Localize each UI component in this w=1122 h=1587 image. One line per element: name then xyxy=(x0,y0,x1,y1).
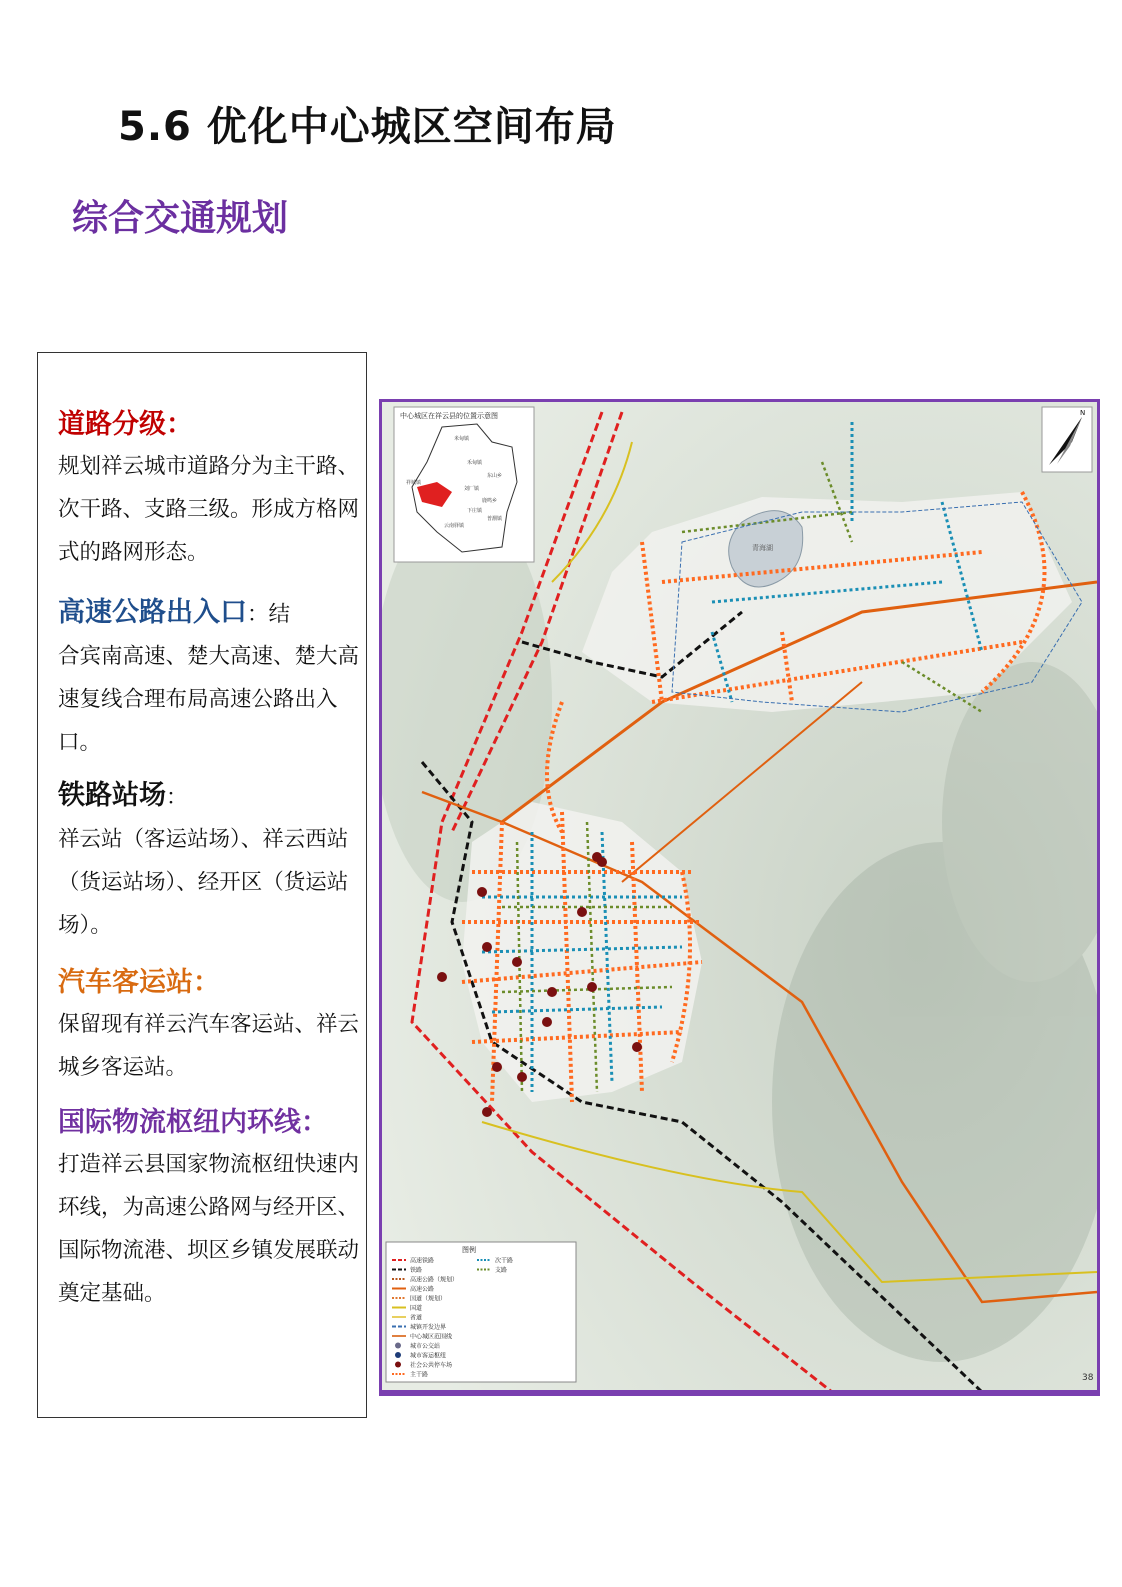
svg-text:东山乡: 东山乡 xyxy=(487,473,503,479)
section-heading: 铁路站场： xyxy=(58,780,188,811)
description-panel xyxy=(37,352,367,1418)
legend-label: 城镇开发边界 xyxy=(410,1324,447,1331)
legend-symbol xyxy=(395,1362,401,1368)
legend-label: 次干路 xyxy=(495,1257,514,1265)
section-body: 祥云站（客运站场）、祥云西站（货运站场）、经开区（货运站场）。 xyxy=(58,827,349,938)
section-highway-exits xyxy=(58,593,368,764)
svg-text:鹿鸣乡: 鹿鸣乡 xyxy=(482,498,498,504)
page-title: 5.6 优化中心城区空间布局 xyxy=(118,104,617,150)
svg-text:云南驿镇: 云南驿镇 xyxy=(444,523,465,529)
section-road-grading xyxy=(58,405,368,574)
section-body: 打造祥云县国家物流枢纽快速内环线，为高速公路网与经开区、国际物流港、坝区乡镇发展联动奠定基础。 xyxy=(58,1152,360,1306)
section-body: 保留现有祥云汽车客运站、祥云城乡客运站。 xyxy=(58,1012,360,1080)
legend-symbol xyxy=(395,1352,401,1358)
legend-label: 城市公交站 xyxy=(410,1343,441,1350)
svg-text:普淜镇: 普淜镇 xyxy=(487,516,503,522)
section-logistics-ring xyxy=(58,1103,368,1315)
transport-plan-map xyxy=(379,399,1100,1396)
north-arrow-icon xyxy=(1042,407,1092,472)
heading-trailing-text: ：结 xyxy=(247,602,291,627)
svg-text:下庄镇: 下庄镇 xyxy=(467,508,483,514)
svg-text:刘厂镇: 刘厂镇 xyxy=(464,486,480,492)
section-heading: 高速公路出入口：结 xyxy=(58,597,291,628)
legend-label: 高速公路 xyxy=(410,1286,435,1293)
legend-label: 铁路 xyxy=(410,1267,423,1274)
lake-label: 青海湖 xyxy=(752,544,773,552)
svg-text:米甸镇: 米甸镇 xyxy=(454,436,470,442)
map-canvas xyxy=(382,402,1097,1390)
svg-text:祥城镇: 祥城镇 xyxy=(406,480,422,486)
legend-label: 国道 xyxy=(410,1305,423,1312)
legend-label: 社会公共停车场 xyxy=(410,1362,453,1369)
svg-text:N: N xyxy=(1080,409,1086,417)
section-railway-stations xyxy=(58,776,368,947)
legend-label: 支路 xyxy=(495,1267,508,1274)
section-body: 合宾南高速、楚大高速、楚大高速复线合理布局高速公路出入口。 xyxy=(58,644,360,755)
map-legend xyxy=(386,1242,576,1382)
inset-title: 中心城区在祥云县的位置示意图 xyxy=(400,412,498,420)
legend-label: 主干路 xyxy=(410,1371,429,1379)
svg-text:禾甸镇: 禾甸镇 xyxy=(467,460,483,466)
legend-label: 高速铁路 xyxy=(410,1257,435,1265)
legend-label: 城市客运枢纽 xyxy=(410,1352,447,1360)
section-body: 规划祥云城市道路分为主干路、次干路、支路三级。形成方格网式的路网形态。 xyxy=(58,454,360,565)
legend-label: 国道（规划） xyxy=(410,1295,447,1303)
section-heading: 国际物流枢纽内环线： xyxy=(58,1107,328,1138)
section-bus-station xyxy=(58,963,368,1089)
location-inset xyxy=(394,407,534,562)
section-heading: 道路分级： xyxy=(58,409,193,440)
legend-title: 图例 xyxy=(462,1246,476,1254)
section-heading: 汽车客运站： xyxy=(58,967,220,998)
map-page-number: 38 xyxy=(1082,1373,1094,1383)
legend-label: 高速公路（规划） xyxy=(410,1276,459,1284)
legend-label: 省道 xyxy=(410,1314,423,1322)
legend-symbol xyxy=(395,1343,401,1349)
section-subtitle: 综合交通规划 xyxy=(72,198,289,239)
legend-label: 中心城区范围线 xyxy=(410,1333,453,1341)
